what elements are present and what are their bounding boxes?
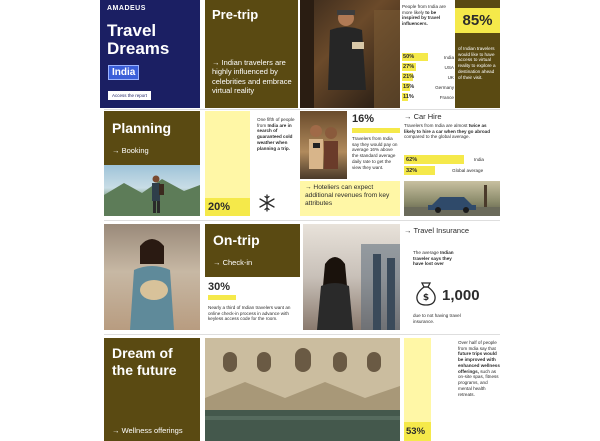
stat-row-germany	[402, 83, 454, 91]
influencer-stats	[402, 0, 454, 108]
car-value-global: 32%	[406, 167, 418, 174]
photo-car-road	[404, 181, 500, 216]
hotel-revenue-card	[300, 181, 400, 216]
car-stat-india	[404, 155, 500, 164]
ontrip-panel	[205, 224, 300, 277]
pay-text: Travelers from India say they would pay on average 16% above the standard average daily rate to get the view they want.	[352, 136, 398, 170]
stat-value-usa: 27%	[403, 64, 415, 70]
photo-hiker-mountains	[104, 165, 200, 216]
money-bag-icon	[414, 280, 438, 306]
pretrip-panel	[205, 0, 298, 108]
hiker-illustration	[104, 165, 200, 216]
pay-bar	[352, 128, 400, 133]
stat-value-germany: 15%	[403, 84, 415, 90]
planning-sub: → Booking	[112, 146, 149, 155]
future-heading-line1: Dream of	[112, 345, 173, 361]
stat-row-india	[402, 53, 454, 61]
car-value-india: 62%	[406, 156, 418, 163]
insurance-value: 1,000	[442, 287, 480, 304]
car-label-india: India	[474, 157, 484, 162]
cold-weather-card	[205, 111, 250, 216]
vr-value: 85%	[455, 8, 500, 33]
car-stat-global	[404, 166, 500, 175]
traveler-phone-illustration	[300, 0, 400, 108]
car-label-global: Global average	[452, 168, 484, 173]
insurance-heading: → Travel Insurance	[404, 226, 470, 235]
planning-heading: Planning	[112, 120, 172, 136]
snowflake-icon	[258, 194, 276, 212]
car-hire-section	[404, 111, 500, 179]
cold-weather-value: 20%	[205, 198, 250, 216]
stat-country-usa: USA	[444, 65, 454, 70]
stat-value-uk: 21%	[403, 74, 415, 80]
title-panel	[100, 0, 200, 108]
pay-stat	[350, 111, 402, 179]
car-hire-text: Travelers from India are almost twice as likely to hire a car when they go abroad compared to the global average.	[404, 123, 491, 140]
airplane-cabin-illustration	[303, 224, 400, 330]
stat-row-uk	[402, 73, 454, 81]
svg-text:$: $	[422, 293, 430, 303]
cold-weather-text: One fifth of people from India are in search of guaranteed cold weather when planning a trip.	[257, 117, 295, 151]
planning-panel	[104, 111, 200, 165]
stat-row-france	[402, 93, 454, 101]
photo-couple-camera	[300, 111, 347, 179]
checkin-value: 30%	[208, 281, 231, 293]
stepwell-illustration	[205, 338, 400, 441]
checkin-stat	[205, 280, 300, 330]
travel-insurance-section	[404, 224, 500, 330]
pretrip-body: → Indian travelers are highly influenced by celebrities and embrace virtual reality	[212, 58, 292, 96]
vr-text: of Indian travelers would like to have access to virtual reality to explore a destination ahead of their visit.	[458, 46, 496, 80]
stat-country-germany: Germany	[435, 85, 454, 90]
title-line1: Travel	[107, 21, 157, 40]
insurance-text-post: due to not having travel insurance.	[413, 313, 461, 324]
wellness-value: 53%	[404, 422, 431, 441]
divider-row3	[104, 334, 500, 335]
photo-stepwell	[205, 338, 400, 441]
stat-country-india: India	[444, 55, 454, 60]
ontrip-heading: On-trip	[213, 232, 260, 248]
hotel-revenue-text: → Hoteliers can expect additional revenues from key attributes	[305, 184, 390, 208]
future-panel	[104, 338, 200, 441]
photo-woman-airplane	[303, 224, 400, 330]
pretrip-heading: Pre-trip	[212, 7, 259, 22]
wellness-card	[404, 338, 431, 441]
stat-country-france: France	[439, 95, 454, 100]
stat-value-india: 50%	[403, 54, 415, 60]
ontrip-sub: → Check-in	[213, 258, 253, 267]
photo-woman-hat	[104, 224, 200, 330]
car-hire-heading: → Car Hire	[404, 112, 442, 121]
stat-country-uk: UK	[447, 75, 454, 80]
divider-row1	[104, 109, 500, 110]
vr-panel	[455, 0, 500, 108]
influencer-text: People from India are more likely to be inspired by travel influencers.	[402, 4, 446, 27]
insurance-text: The average Indian traveler says they have lost over	[413, 250, 454, 267]
stat-row-usa	[402, 63, 454, 71]
access-report-button[interactable]: Access the report	[108, 91, 151, 100]
car-illustration	[404, 181, 500, 216]
photo-traveler-phone	[300, 0, 400, 108]
pay-value: 16%	[352, 113, 375, 125]
title-line2: Dreams	[107, 39, 170, 58]
wellness-text: Over half of people from India say that future trips would be improved with enhanced wellness offerings, such as on-site spas, fitness programs, and mental health retreats.	[458, 340, 500, 397]
woman-hat-illustration	[104, 224, 200, 330]
stat-value-france: 11%	[403, 94, 414, 100]
checkin-text: Nearly a third of Indian travelers want an online check-in process in advance with keyless access code for the room.	[208, 305, 291, 322]
future-sub: → Wellness offerings	[112, 426, 183, 435]
wellness-section	[404, 338, 500, 441]
country-badge: India	[108, 65, 139, 80]
future-heading-line2: the future	[112, 362, 177, 378]
brand-logo: AMADEUS	[107, 5, 146, 12]
checkin-bar	[208, 295, 236, 300]
couple-illustration	[300, 111, 347, 179]
divider-row2	[104, 220, 500, 221]
